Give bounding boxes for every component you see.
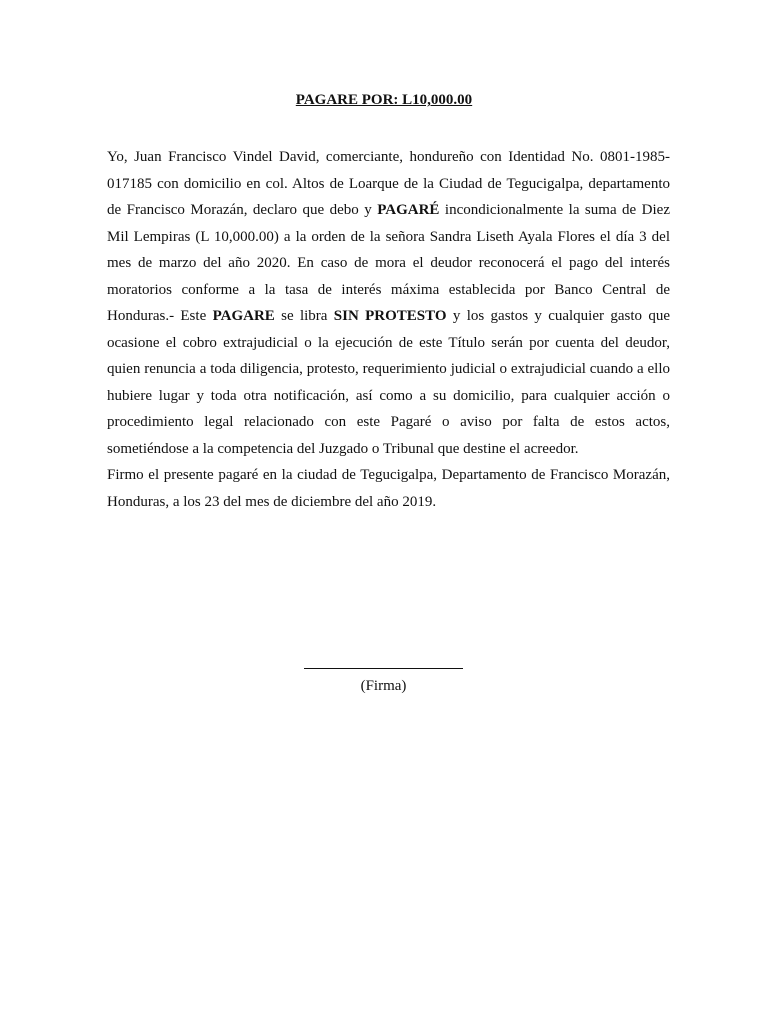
document-body xyxy=(107,144,670,515)
signature-line xyxy=(304,668,463,669)
document-title: PAGARE POR: L10,000.00 xyxy=(295,92,473,108)
bold-pagare-2: PAGARE xyxy=(212,308,275,324)
signature-label: (Firma) xyxy=(360,678,407,694)
signing-paragraph: Firmo el presente pagaré en la ciudad de Tegucigalpa, Departamento de Francisco Morazán, Honduras, a los 23 del mes de diciembre del año 2019. xyxy=(107,467,670,510)
paragraph-text-2: incondicionalmente la suma de Diez Mil Lempiras (L 10,000.00) a la orden de la señora Sandra Liseth Ayala Flores el día 3 del mes de marzo del año 2020. En caso de mora el deudor reconocerá el pago del interés moratorios conforme a la tasa de interés máxima establecida por Banco Central de Honduras.- Este xyxy=(107,202,670,324)
paragraph-text-4: y los gastos y cualquier gasto que ocasione el cobro extrajudicial o la ejecución de este Título serán por cuenta del deudor, quien renuncia a toda diligencia, protesto, requerimiento judicial o extrajudicial cuando a ello hubiere lugar y toda otra notificación, así como a su domicilio, para cualquier acción o procedimiento legal relacionado con este Pagaré o aviso por falta de estos actos, sometiéndose a la competencia del Juzgado o Tribunal que destine el acreedor. xyxy=(107,308,670,457)
paragraph-text-1: Yo, Juan Francisco Vindel David, comerciante, hondureño con Identidad No. 0801-1985-017185 con domicilio en col. Altos de Loarque de la Ciudad de Tegucigalpa, departamento de Francisco Morazán, declaro que debo y xyxy=(107,149,670,218)
main-paragraph xyxy=(107,144,670,462)
paragraph-text-3: se libra xyxy=(274,308,334,324)
bold-sin-protesto: SIN PROTESTO xyxy=(333,308,447,324)
bold-pagare-1: PAGARÉ xyxy=(377,202,440,218)
